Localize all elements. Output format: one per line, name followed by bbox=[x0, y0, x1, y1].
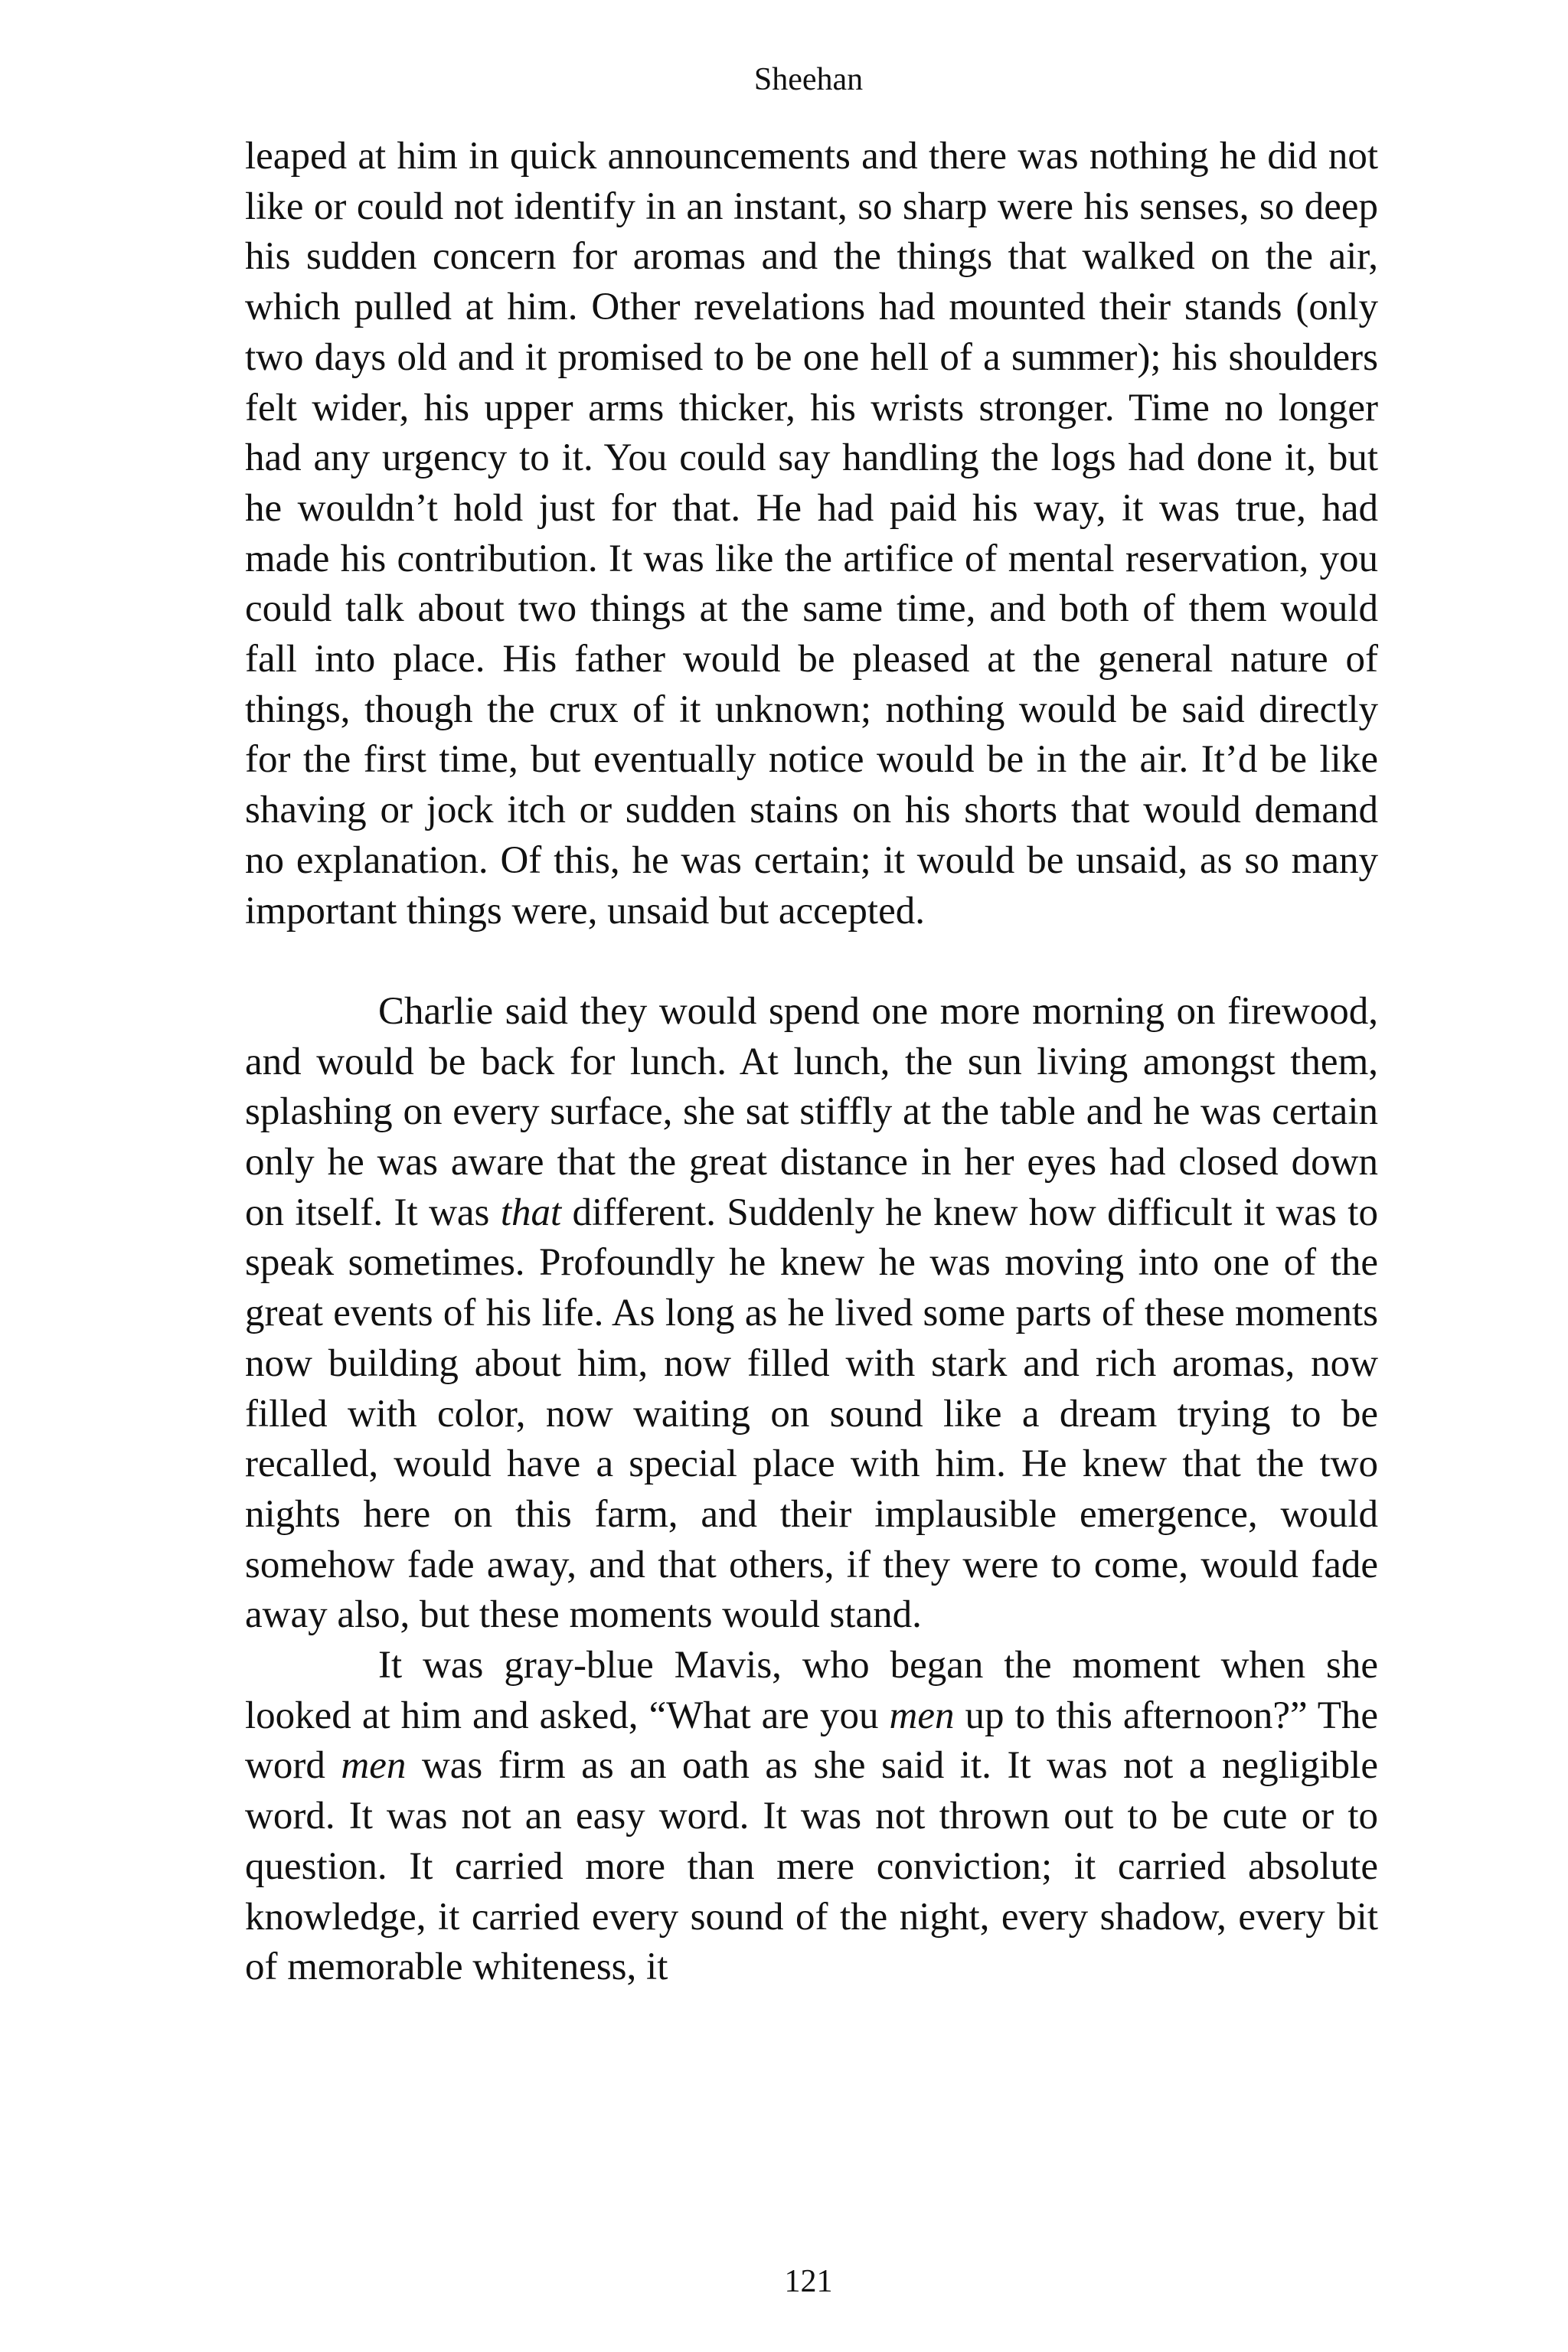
paragraph-2-text-a: Charlie said they would spend one more morning on firewood, and would be back for lunch. At lunch, the sun living amongst them, splashing on every surface, she sat stiffly at the table and he was certain only he was aware that the great distance in her eyes had closed down on itself. It was bbox=[245, 989, 1378, 1234]
paragraph-3 bbox=[245, 1641, 1378, 1993]
paragraph-2 bbox=[245, 987, 1378, 1641]
paragraph-1: leaped at him in quick announcements and there was nothing he did not like or could not identify in an instant, so sharp were his senses, so deep his sudden concern for aromas and the things that walked on the air, which pulled at him. Other revelations had mounted their stands (only two days old and it promised to be one hell of a summer); his shoulders felt wider, his upper arms thicker, his wrists stronger. Time no longer had any urgency to it. You could say handling the logs had done it, but he wouldn’t hold just for that. He had paid his way, it was true, had made his contribution. It was like the artifice of mental reservation, you could talk about two things at the same time, and both of them would fall into place. His father would be pleased at the general nature of things, though the crux of it unknown; nothing would be said directly for the first time, but eventually notice would be in the air. It’d be like shaving or jock itch or sudden stains on his shorts that would demand no explanation. Of this, he was certain; it would be unsaid, as so many important things were, unsaid but accepted. bbox=[245, 135, 1378, 933]
page-body bbox=[245, 132, 1378, 1993]
paragraph-2-emphasis: that bbox=[500, 1191, 562, 1234]
paragraph-3-text-c: was firm as an oath as she said it. It was not a negligible word. It was not an easy word. It was not thrown out to be cute or to question. It carried more than mere conviction; it carried absolute knowledge, it carried every sound of the night, every shadow, every bit of memorable whiteness, it bbox=[245, 1744, 1378, 1989]
paragraph-3-text-b: up to this afternoon?” The word bbox=[245, 1694, 1378, 1788]
paragraph-3-emphasis-b: men bbox=[341, 1744, 407, 1788]
paragraph-2-text-b: different. Suddenly he knew how difficult it was to speak sometimes. Profoundly he knew he was moving into one of the great events of his life. As long as he lived some parts of these moments now building about him, now filled with stark and rich aromas, now filled with color, now waiting on sound like a dream trying to be recalled, would have a special place with him. He knew that the two nights here on this farm, and their implausible emergence, would somehow fade away, and that others, if they were to come, would fade away also, but these moments would stand. bbox=[245, 1191, 1378, 1637]
paragraph-3-text-a: It was gray-blue Mavis, who began the moment when she looked at him and asked, “What are you bbox=[245, 1644, 1378, 1737]
section-break bbox=[245, 936, 1378, 987]
running-header: Sheehan bbox=[753, 62, 864, 97]
page-number: 121 bbox=[784, 2264, 833, 2299]
paragraph-3-emphasis-a: men bbox=[889, 1694, 955, 1737]
